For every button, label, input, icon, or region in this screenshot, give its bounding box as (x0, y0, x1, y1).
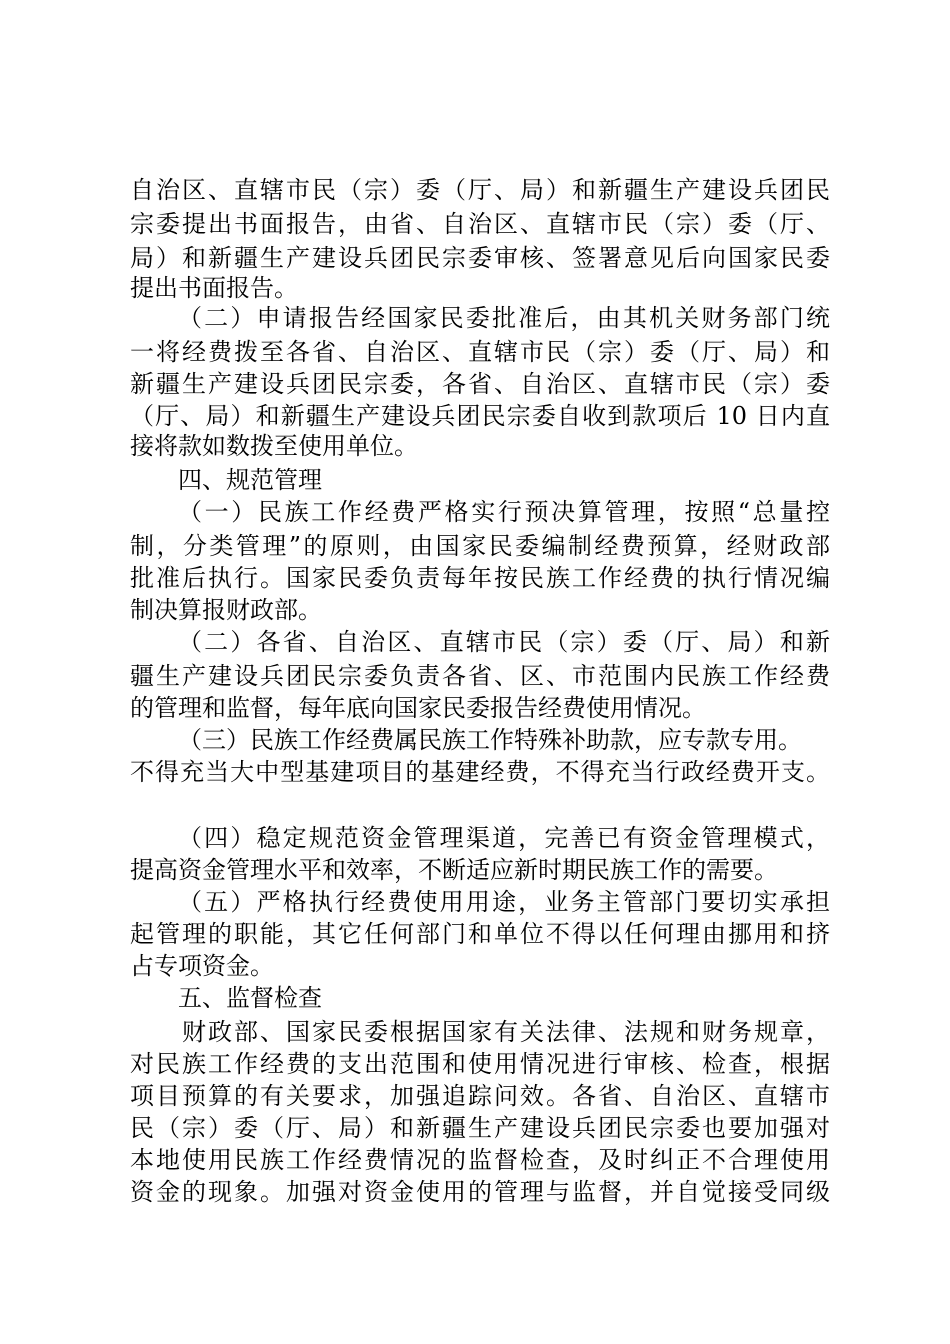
text-line: 起管理的职能，其它任何部门和单位不得以任何理由挪用和挤 (130, 920, 830, 948)
text-line: 民（宗）委（厅、局）和新疆生产建设兵团民宗委也要加强对 (130, 1114, 830, 1142)
text-line: （三）民族工作经费属民族工作特殊补助款，应专款专用。 (178, 726, 802, 754)
text-line: 项目预算的有关要求，加强追踪问效。各省、自治区、直辖市 (130, 1082, 830, 1110)
text-line: 占专项资金。 (130, 952, 274, 980)
text-line: 不得充当大中型基建项目的基建经费，不得充当行政经费开支。 (130, 758, 830, 786)
text-line: 的管理和监督，每年底向国家民委报告经费使用情况。 (130, 694, 706, 722)
text-line: 自治区、直辖市民（宗）委（厅、局）和新疆生产建设兵团民 (130, 176, 830, 204)
text-line: （二）申请报告经国家民委批准后，由其机关财务部门统 (178, 304, 830, 332)
text-line: 局）和新疆生产建设兵团民宗委审核、签署意见后向国家民委 (130, 244, 830, 272)
text-line: 财政部、国家民委根据国家有关法律、法规和财务规章， (182, 1018, 830, 1046)
text-line: 新疆生产建设兵团民宗委，各省、自治区、直辖市民（宗）委 (130, 370, 830, 398)
text-line: 制，分类管理”的原则，由国家民委编制经费预算，经财政部 (130, 532, 830, 560)
text-line: （一）民族工作经费严格实行预决算管理，按照“总量控 (178, 498, 830, 526)
section-heading: 五、监督检查 (178, 984, 322, 1012)
text-line: 疆生产建设兵团民宗委负责各省、区、市范围内民族工作经费 (130, 662, 830, 690)
text-line: 接将款如数拨至使用单位。 (130, 432, 418, 460)
text-line: 宗委提出书面报告，由省、自治区、直辖市民（宗）委（厅、 (130, 210, 830, 238)
text-line: （厅、局）和新疆生产建设兵团民宗委自收到款项后 10 日内直 (130, 402, 830, 430)
text-line: （四）稳定规范资金管理渠道，完善已有资金管理模式， (178, 824, 830, 852)
text-line: 批准后执行。国家民委负责每年按民族工作经费的执行情况编 (130, 564, 830, 592)
text-line: 资金的现象。加强对资金使用的管理与监督，并自觉接受同级 (130, 1178, 830, 1206)
text-line: 对民族工作经费的支出范围和使用情况进行审核、检查，根据 (130, 1050, 830, 1078)
text-line: 一将经费拨至各省、自治区、直辖市民（宗）委（厅、局）和 (130, 338, 830, 366)
text-line: 制决算报财政部。 (130, 596, 322, 624)
section-heading: 四、规范管理 (178, 466, 322, 494)
text-line: 提出书面报告。 (130, 274, 298, 302)
text-line: （五）严格执行经费使用用途，业务主管部门要切实承担 (178, 888, 830, 916)
text-line: 本地使用民族工作经费情况的监督检查，及时纠正不合理使用 (130, 1146, 830, 1174)
text-line: 提高资金管理水平和效率，不断适应新时期民族工作的需要。 (130, 856, 778, 884)
text-line: （二）各省、自治区、直辖市民（宗）委（厅、局）和新 (178, 628, 830, 656)
